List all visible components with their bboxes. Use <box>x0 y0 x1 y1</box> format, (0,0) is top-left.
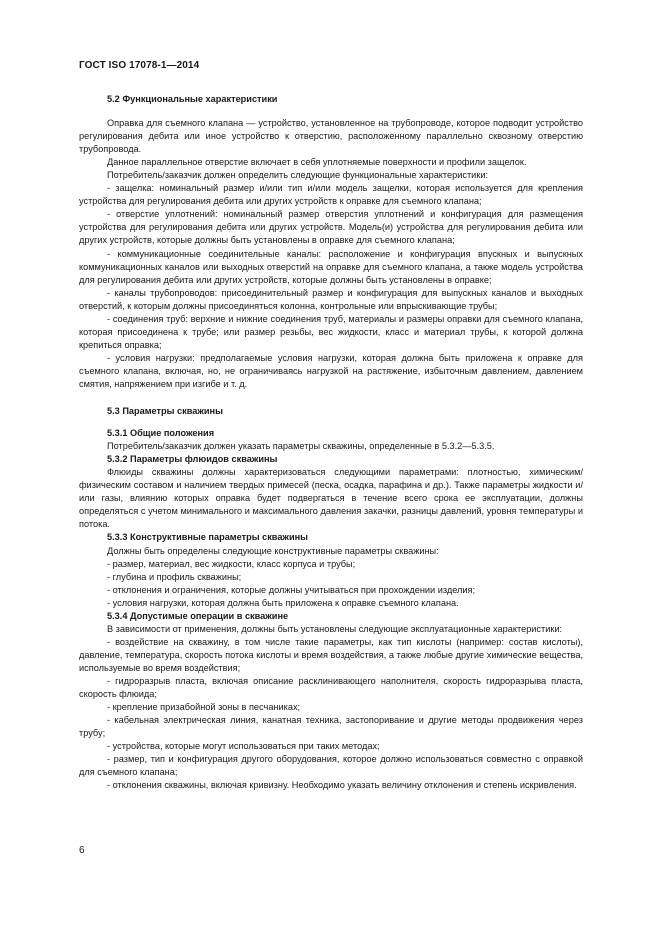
list-item: - отклонения скважины, включая кривизну. Необходимо указать величину отклонения и степень искривления. <box>107 780 577 791</box>
paragraph: Флюиды скважины должны характеризоваться следующими параметрами: плотностью, химическим/физическим составом и наличием твердых примесей (песка, осадка, парафина и др.). Также параметры жидкости и/или газы, влиянию которых оправка будет подвергаться в течение всего срока ее эксплуатации, должны определяться с учетом минимального и максимального давления закачки, разницы давлений, уровня температуры и потока. <box>79 467 583 530</box>
list-item: - коммуникационные соединительные каналы: расположение и конфигурация впускных и выпускных коммуникационных каналов или выходных отверстий на оправке для съемного клапана, а также модель устройства для регулирования дебита или других устройств, которые должны быть установлены в оправке; <box>79 248 583 285</box>
section-heading-5-3: 5.3 Параметры скважины <box>107 406 223 417</box>
page-content <box>79 92 583 792</box>
list-item: - кабельная электрическая линия, канатная техника, застопоривание и другие методы продвижения через трубу; <box>79 715 583 739</box>
paragraph: Данное параллельное отверстие включает в себя уплотняемые поверхности и профили защелок. <box>107 157 527 168</box>
list-item: - крепление призабойной зоны в песчаниках; <box>107 702 301 713</box>
list-item: - соединения труб: верхние и нижние соединения труб, материалы и размеры оправки для съемного клапана, которая присоединена к трубе; или размер резьбы, вес жидкости, класс и материал трубы, к которой должна крепиться оправка; <box>79 313 583 350</box>
page-number: 6 <box>79 845 85 856</box>
list-item: - гидроразрыв пласта, включая описание расклинивающего наполнителя, скорость гидроразрыва пласта, скорость флюида; <box>79 675 583 700</box>
list-item: - условия нагрузки, которая должна быть приложена к оправке съемного клапана. <box>107 597 459 608</box>
subsection-heading-5-3-3: 5.3.3 Конструктивные параметры скважины <box>107 532 308 543</box>
paragraph: В зависимости от применения, должны быть установлены следующие эксплуатационные характеристики: <box>107 623 563 634</box>
paragraph: Должны быть определены следующие конструктивные параметры скважины: <box>107 545 439 556</box>
list-item: - защелка: номинальный размер и/или тип и/или модель защелки, которая используется для крепления устройства для регулирования дебита или других устройств к оправке для съемного клапана; <box>79 183 583 207</box>
subsection-heading-5-3-1: 5.3.1 Общие положения <box>107 428 215 439</box>
list-item: - устройства, которые могут использоваться при таких методах; <box>107 741 380 752</box>
paragraph: Оправка для съемного клапана — устройство, установленное на трубопроводе, которое подводит устройство регулирования дебита или иное устройство к отверстию, расположенному параллельно сквозному отверстию трубопровода. <box>79 118 583 155</box>
list-item: - размер, материал, вес жидкости, класс корпуса и трубы; <box>107 558 356 569</box>
paragraph: Потребитель/заказчик должен указать параметры скважины, определенные в 5.3.2—5.3.5. <box>107 441 495 452</box>
list-item: - воздействие на скважину, в том числе такие параметры, как тип кислоты (например: состав кислоты), давление, температура, скорость потока кислоты и время воздействия, а также любые другие химические вещества, используемые во время воздействия; <box>79 636 583 673</box>
subsection-heading-5-3-4: 5.3.4 Допустимые операции в скважине <box>107 610 289 621</box>
subsection-heading-5-3-2: 5.3.2 Параметры флюидов скважины <box>107 454 278 465</box>
list-item: - глубина и профиль скважины; <box>107 571 242 582</box>
section-heading-5-2: 5.2 Функциональные характеристики <box>107 94 278 104</box>
list-item: - каналы трубопроводов: присоединительный размер и конфигурация для выпускных каналов и выходных отверстий, к которым должны присоединяться колонна, контрольные или впрыскивающие трубы; <box>79 287 583 311</box>
paragraph: Потребитель/заказчик должен определить следующие функциональные характеристики: <box>107 170 489 181</box>
list-item: - отверстие уплотнений: номинальный размер отверстия уплотнений и конфигурация для размещения устройства для регулирования дебита или других устройств. Модель(и) устройства для регулирования дебита или других устройств, которые должны быть установлены в оправке для съемного клапана; <box>79 209 583 246</box>
list-item: - условия нагрузки: предполагаемые условия нагрузки, которая должна быть приложена к оправке для съемного клапана, включая, но, не ограничиваясь нагрузкой на растяжение, избыточным давлением, давлением смятия, напряжением при изгибе и т. д. <box>79 352 583 389</box>
list-item: - отклонения и ограничения, которые должны учитываться при прохождении изделия; <box>107 584 476 595</box>
document-header: ГОСТ ISO 17078-1—2014 <box>79 60 200 71</box>
list-item: - размер, тип и конфигурация другого оборудования, которое должно использоваться совместно с оправкой для съемного клапана; <box>79 754 583 778</box>
